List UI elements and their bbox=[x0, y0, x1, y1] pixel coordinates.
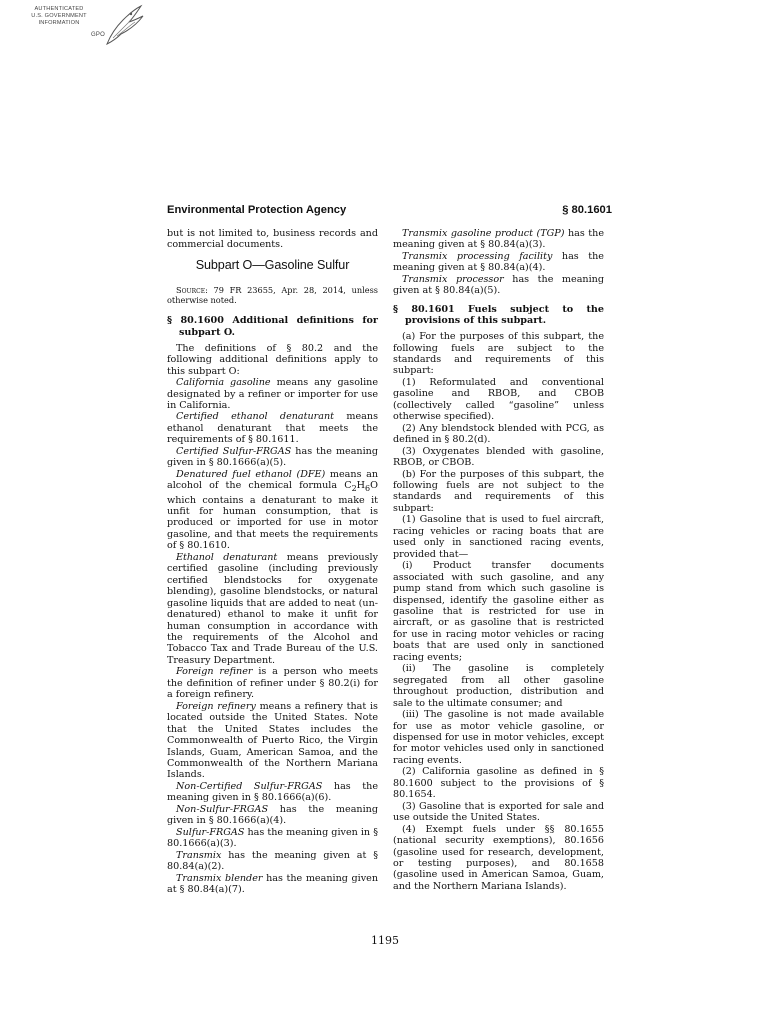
definitions-intro: The definitions of § 80.2 and the following additional definitions apply to this subpart O: bbox=[167, 342, 378, 377]
definition-term: Transmix processing facility bbox=[402, 250, 553, 262]
left-column bbox=[167, 228, 378, 895]
definition-term: Transmix blender bbox=[176, 872, 263, 884]
definition-term: Transmix gasoline product (TGP) bbox=[402, 228, 565, 239]
definition-text: has the meaning given at § 80.84(a)(2). bbox=[167, 849, 378, 873]
definition-text: has the meaning given in § 80.1666(a)(6). bbox=[167, 780, 378, 804]
formula-subscript: 6 bbox=[365, 484, 371, 494]
definition-text: has the meaning given in § 80.1666(a)(4). bbox=[167, 803, 378, 827]
definition-non-sulfur-frgas bbox=[167, 804, 378, 827]
paragraph-b-1: (1) Gasoline that is used to fuel aircraft, racing vehicles or racing boats that are used only in sanctioned racing events, provided that— bbox=[393, 514, 604, 560]
agency-name: Environmental Protection Agency bbox=[167, 204, 347, 216]
definition-term: Certified Sulfur-FRGAS bbox=[176, 445, 292, 457]
definition-text: has the meaning given at § 80.84(a)(5). bbox=[393, 273, 604, 297]
definition-term: Sulfur-FRGAS bbox=[176, 826, 245, 838]
definition-ethanol-denaturant bbox=[167, 552, 378, 667]
definition-text: H bbox=[356, 480, 366, 492]
definition-text: means previously certified gasoline (including previously certified blendstocks for oxygenate blending), gasoline blendstocks, or natural gasoline liquids that are added to neat (un-denatured) ethanol to make it unfit for human consumption in accordance with the requirements of the Alcohol and Tobacco Tax and Trade Bureau of the U.S. Treasury Department. bbox=[167, 551, 378, 666]
definition-text: means any gasoline designated by a refiner or importer for use in California. bbox=[167, 377, 378, 412]
definition-term: Non-Sulfur-FRGAS bbox=[176, 803, 269, 815]
paragraph-a-1: (1) Reformulated and conventional gasoline and RBOB, and CBOB (collectively called “gasoline” unless otherwise specified). bbox=[393, 376, 604, 423]
source-text: : 79 FR 23655, Apr. 28, 2014, unless otherwise noted. bbox=[167, 285, 378, 306]
definition-certified-ethanol-denaturant bbox=[167, 411, 378, 445]
paragraph-b-1-i: (i) Product transfer documents associated with such gasoline, and any pump stand from which such gasoline is dispensed, identify the gasoline either as gasoline that is restricted for use in aircraft, or as gasoline that is restricted for use in racing motor vehicles or racing boats that are used only in sanctioned racing events; bbox=[393, 560, 604, 663]
definition-text: means an alcohol of the chemical formula C bbox=[167, 468, 378, 492]
definition-transmix-processor bbox=[393, 274, 604, 297]
definition-non-certified-sulfur-frgas bbox=[167, 781, 378, 804]
definition-text: is a person who meets the definition of refiner under § 80.2(i) for a foreign refinery. bbox=[167, 666, 379, 701]
seal-text-information: INFORMATION bbox=[38, 20, 80, 26]
paragraph-b-4: (4) Exempt fuels under §§ 80.1655 (national security exemptions), 80.1656 (gasoline used for research, development, or testing purposes), and 80.1658 (gasoline used in American Samoa, Guam, and the Northern Mariana Islands). bbox=[393, 823, 604, 892]
section-number: § 80.1601 bbox=[562, 204, 612, 216]
paragraph-b-2: (2) California gasoline as defined in § 80.1600 subject to the provisions of § 80.1654. bbox=[393, 766, 604, 801]
seal-text-us-government: U.S. GOVERNMENT bbox=[31, 13, 87, 19]
definition-term: Denatured fuel ethanol (DFE) bbox=[176, 468, 326, 480]
paragraph-b-1-iii: (iii) The gasoline is not made available for use as motor vehicle gasoline, or dispensed for use in motor vehicles, except for motor vehicles used only in sanctioned racing events. bbox=[393, 709, 604, 766]
section-heading-80-1601: § 80.1601 Fuels subject to the provisions of this subpart. bbox=[393, 303, 604, 326]
paragraph-a-3: (3) Oxygenates blended with gasoline, RBOB, or CBOB. bbox=[393, 445, 604, 469]
definition-california-gasoline bbox=[167, 377, 378, 411]
paragraph-b-3: (3) Gasoline that is exported for sale and use outside the United States. bbox=[393, 800, 604, 824]
definition-term: Ethanol denaturant bbox=[176, 551, 278, 563]
paragraph-b: (b) For the purposes of this subpart, the following fuels are not subject to the standards and requirements of this subpart: bbox=[393, 468, 604, 514]
definition-term: Foreign refiner bbox=[176, 666, 253, 678]
paragraph-a: (a) For the purposes of this subpart, the following fuels are subject to the standards and requirements of this subpart: bbox=[393, 331, 604, 377]
definition-text: has the meaning given at § 80.84(a)(3). bbox=[393, 228, 605, 251]
definition-text: means ethanol denaturant that meets the requirements of § 80.1611. bbox=[167, 411, 378, 446]
definition-transmix bbox=[167, 850, 378, 873]
definition-term: Foreign refinery bbox=[176, 700, 256, 712]
seal-text-gpo: GPO bbox=[91, 32, 105, 38]
definition-transmix-processing-facility bbox=[393, 251, 604, 274]
definition-transmix-gasoline-product bbox=[393, 228, 604, 251]
source-label: Source bbox=[176, 285, 206, 296]
paragraph-a-2: (2) Any blendstock blended with PCG, as defined in § 80.2(d). bbox=[393, 422, 604, 446]
definition-sulfur-frgas bbox=[167, 827, 378, 850]
definition-term: California gasoline bbox=[176, 377, 271, 389]
seal-text-authenticated: AUTHENTICATED bbox=[34, 6, 84, 12]
definition-text: has the meaning given at § 80.84(a)(7). bbox=[167, 872, 378, 895]
page-number: 1195 bbox=[371, 934, 399, 947]
definition-foreign-refiner bbox=[167, 666, 378, 700]
subpart-title: Subpart O—Gasoline Sulfur bbox=[195, 257, 350, 272]
paragraph-b-1-ii: (ii) The gasoline is completely segregated from all other gasoline throughout production, distribution and sale to the ultimate consumer; and bbox=[393, 663, 604, 709]
eagle-icon bbox=[101, 4, 145, 50]
right-column bbox=[393, 228, 604, 892]
definition-certified-sulfur-frgas bbox=[167, 446, 378, 469]
definition-text: O which contains a denaturant to make it unfit for human consumption, that is produced or imported for use in motor gasoline, and that meets the requirements of § 80.1610. bbox=[167, 480, 378, 552]
formula-subscript: 2 bbox=[351, 484, 357, 494]
intro-text: but is not limited to, business records and commercial documents. bbox=[167, 228, 378, 251]
running-head bbox=[167, 204, 612, 220]
definition-term: Certified ethanol denaturant bbox=[176, 411, 335, 423]
definition-term: Non-Certified Sulfur-FRGAS bbox=[176, 780, 323, 792]
definition-text: has the meaning given at § 80.84(a)(4). bbox=[393, 250, 604, 274]
gpo-authentication-seal bbox=[5, 4, 145, 52]
section-heading-80-1600: § 80.1600 Additional definitions for subpart O. bbox=[167, 315, 378, 338]
definition-text: has the meaning given in § 80.1666(a)(5). bbox=[167, 445, 379, 469]
source-note bbox=[167, 285, 378, 305]
definition-term: Transmix processor bbox=[402, 273, 504, 285]
definition-denatured-fuel-ethanol bbox=[167, 469, 378, 552]
definition-text: has the meaning given in § 80.1666(a)(3). bbox=[167, 826, 378, 850]
definition-transmix-blender bbox=[167, 873, 378, 896]
definition-text: means a refinery that is located outside the United States. Note that the United States includes the Commonwealth of Puerto Rico, the Virgin Islands, Guam, American Samoa, and the Commonwealth of the Northern Mariana Islands. bbox=[167, 700, 378, 781]
definition-foreign-refinery bbox=[167, 701, 378, 781]
definition-term: Transmix bbox=[176, 849, 222, 861]
